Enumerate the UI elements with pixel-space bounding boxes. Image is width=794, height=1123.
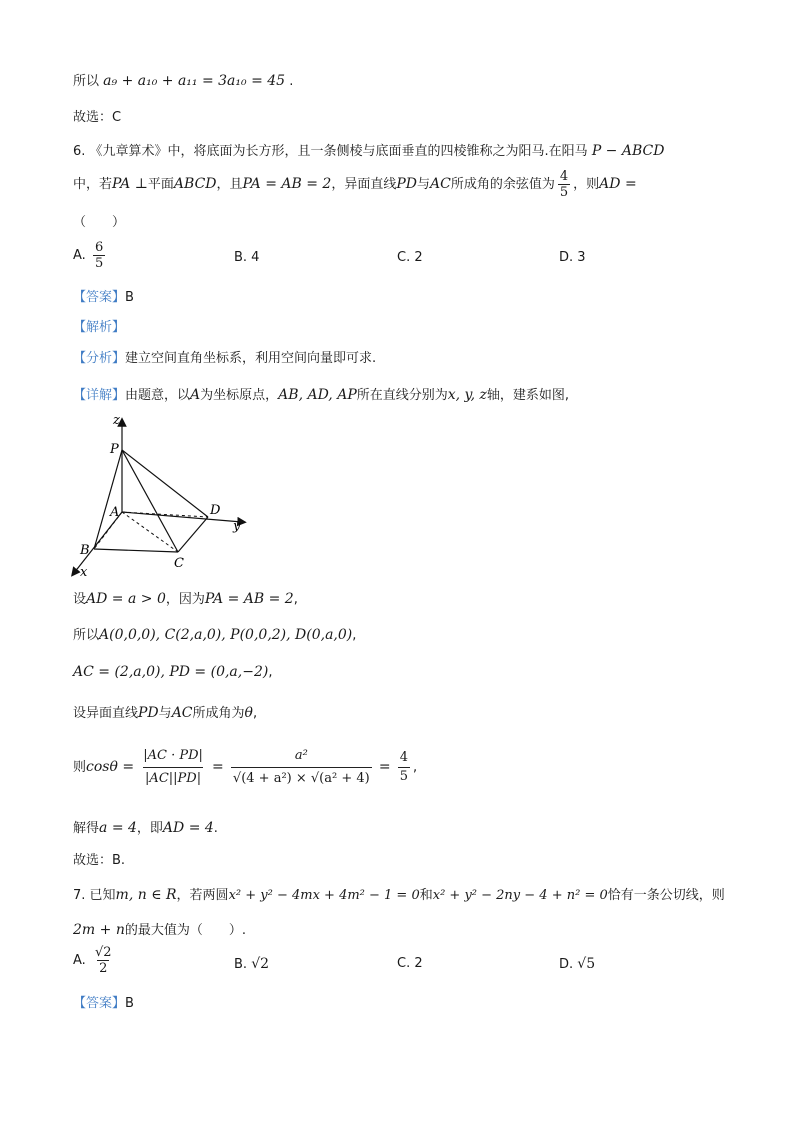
q6-bracket: （ ） <box>73 215 126 230</box>
s6-math-a: a = 4 <box>99 820 137 836</box>
answer-value: B <box>125 996 134 1011</box>
s4-math-theta: θ <box>244 705 253 721</box>
q7-line2 <box>73 919 246 938</box>
q7-line1 <box>73 884 725 903</box>
sum-line <box>73 70 293 89</box>
s6-text-c: . <box>213 821 218 836</box>
detail-text-c: 所在直线分别为 <box>356 388 448 403</box>
step5-line <box>73 738 417 797</box>
s2-text-a: 所以 <box>73 628 100 643</box>
step1-line <box>73 588 298 607</box>
detail-line <box>73 384 569 403</box>
label-b: B <box>80 543 90 558</box>
pyramid-figure <box>60 410 260 582</box>
edge-ad <box>122 512 208 517</box>
label-d: D <box>210 503 221 518</box>
q7-option-a[interactable] <box>73 945 117 976</box>
s5-text-a: 则 <box>73 760 87 775</box>
q6-math-ac: AC <box>430 176 451 192</box>
s1-math-ad: AD = a > 0 <box>86 591 166 607</box>
s5-math-cos: cosθ = <box>86 759 135 775</box>
q6-text-e: 与 <box>417 177 431 192</box>
q6-option-b[interactable]: B. 4 <box>234 250 260 265</box>
q6-cos-fraction <box>558 169 570 200</box>
label-x: x <box>80 565 88 580</box>
edge-pc <box>122 450 178 552</box>
q6-text-d: ，异面直线 <box>331 177 397 192</box>
s2-text-c: , <box>352 628 357 643</box>
q6-stem-text: 6. 《九章算术》中，将底面为长方形，且一条侧棱与底面垂直的四棱锥称之为阳马.在阳马 <box>73 144 588 159</box>
frac-denominator: 5 <box>559 185 569 200</box>
detail-math-ab-ad-ap: AB, AD, AP <box>278 387 357 403</box>
sum-prefix: 所以 <box>73 74 100 89</box>
answer-value: B <box>125 290 134 305</box>
q6-line2 <box>73 167 637 202</box>
answer-tag: 【答案】 <box>73 290 126 305</box>
frac-numerator: 6 <box>94 240 104 255</box>
s4-text-d: , <box>252 706 258 721</box>
edge-cd <box>178 517 208 552</box>
option-a-label: A. <box>73 953 86 968</box>
q7-math-2mn: 2m + n <box>73 922 125 938</box>
label-y: y <box>233 519 241 534</box>
s4-text-b: 与 <box>158 706 172 721</box>
frac-denominator: √(4 + a²) × √(a² + 4) <box>231 767 372 790</box>
frac-denominator: 5 <box>94 256 104 271</box>
option-a-label: A. <box>73 248 86 263</box>
q7-math-circle1: x² + y² − 4mx + 4m² − 1 = 0 <box>228 888 420 903</box>
q6-option-d[interactable]: D. 3 <box>559 250 586 265</box>
q7-option-d[interactable] <box>559 956 595 972</box>
q7-text-b: ，若两圆 <box>176 888 229 903</box>
q6-option-c[interactable]: C. 2 <box>397 250 423 265</box>
s1-math-pa: PA = AB = 2 <box>204 591 294 607</box>
s6-text-b: ，即 <box>136 821 163 836</box>
s5-fraction-result <box>398 749 410 786</box>
option-b-label: B. <box>234 957 248 972</box>
q7-option-b[interactable] <box>234 956 269 972</box>
detail-tag: 【详解】 <box>73 388 126 403</box>
option-b-value: √2 <box>251 956 270 972</box>
q7-text-max: 的最大值为（ ）. <box>124 923 246 938</box>
s4-text-c: 所成角为 <box>192 706 245 721</box>
q6-math-pa-ab: PA = AB = 2 <box>242 176 332 192</box>
fenxi-line <box>73 347 376 366</box>
detail-text-d: 轴，建系如图, <box>486 388 570 403</box>
s5-end: , <box>413 760 418 775</box>
option-a-fraction <box>93 240 105 271</box>
q7-option-c[interactable]: C. 2 <box>397 956 423 971</box>
frac-numerator: 4 <box>399 750 409 765</box>
frac-denominator: 5 <box>399 769 409 784</box>
fenxi-tag: 【分析】 <box>73 351 126 366</box>
detail-text-b: 为坐标原点， <box>200 388 279 403</box>
step4-line <box>73 702 257 721</box>
detail-math-xyz: x, y, z <box>447 387 487 403</box>
s6-text-a: 解得 <box>73 821 100 836</box>
s5-equals-2: = <box>378 759 391 775</box>
q7-text-c: 和 <box>419 888 433 903</box>
q6-text-g: ，则 <box>573 177 600 192</box>
frac-numerator: a² <box>294 748 308 763</box>
q7-math-circle2: x² + y² − 2ny − 4 + n² = 0 <box>432 888 608 903</box>
answer-tag: 【答案】 <box>73 996 126 1011</box>
s5-fraction-a2 <box>231 745 372 790</box>
s2-math-coords: A(0,0,0), C(2,a,0), P(0,0,2), D(0,a,0) <box>99 627 353 643</box>
s4-text-a: 设异面直线 <box>73 706 139 721</box>
s4-math-ac: AC <box>171 705 193 721</box>
option-a-fraction <box>93 945 114 976</box>
frac-numerator: 4 <box>559 169 569 184</box>
q6-pyramid-math: P − ABCD <box>591 143 665 159</box>
q7-text-d: 恰有一条公切线，则 <box>607 888 725 903</box>
frac-denominator: 2 <box>99 961 108 976</box>
edge-pd <box>122 450 208 517</box>
s3-text-c: , <box>268 665 273 680</box>
q6-answer-line <box>73 286 134 305</box>
frac-numerator: √2 <box>94 945 112 960</box>
label-a: A <box>110 505 120 520</box>
q7-math-mn: m, n ∈ R <box>115 887 177 903</box>
analysis-tag: 【解析】 <box>73 320 126 335</box>
q6-math-ad: AD = <box>599 176 637 192</box>
label-p: P <box>110 442 119 457</box>
sum-suffix: . <box>289 74 294 89</box>
s1-text-c: , <box>293 592 298 607</box>
step2-line <box>73 624 356 643</box>
frac-denominator: |AC||PD| <box>143 767 203 790</box>
step3-line <box>73 664 272 680</box>
q6-option-a[interactable] <box>73 240 108 271</box>
q6-line1 <box>73 140 664 159</box>
label-z: z <box>113 413 120 428</box>
s4-math-pd: PD <box>138 705 159 721</box>
q6-math-pa-perp: PA ⊥ <box>112 176 148 192</box>
q7-answer-line <box>73 992 134 1011</box>
s5-equals-1: = <box>212 759 224 775</box>
q7-text-a: 7. 已知 <box>73 888 116 903</box>
s1-text-a: 设 <box>73 592 87 607</box>
edge-ac <box>122 512 178 552</box>
q6-text-b: 平面 <box>147 177 174 192</box>
label-c: C <box>174 556 184 571</box>
s5-fraction-abs <box>141 745 205 790</box>
s3-math-vectors: AC = (2,a,0), PD = (0,a,−2) <box>73 664 269 680</box>
q6-text-c: ，且 <box>216 177 243 192</box>
q6-text-a: 中，若 <box>73 177 113 192</box>
step6-line <box>73 817 218 836</box>
fenxi-text: 建立空间直角坐标系，利用空间向量即可求. <box>125 351 377 366</box>
edge-bc <box>94 549 178 552</box>
frac-numerator: |AC · PD| <box>143 748 203 763</box>
edge-pb <box>94 450 122 549</box>
detail-text-a: 由题意，以 <box>125 388 191 403</box>
q6-text-f: 所成角的余弦值为 <box>450 177 555 192</box>
s1-text-b: ，因为 <box>165 592 205 607</box>
q6-math-abcd: ABCD <box>173 176 217 192</box>
q6-math-pd: PD <box>396 176 418 192</box>
option-d-label: D. <box>559 957 574 972</box>
s6-math-ad: AD = 4 <box>162 820 214 836</box>
answer-q5: 故选：C <box>73 110 122 125</box>
option-d-value: √5 <box>577 956 596 972</box>
answer-q6: 故选：B. <box>73 853 126 868</box>
sum-math: a₉ + a₁₀ + a₁₁ = 3a₁₀ = 45 <box>103 73 286 89</box>
detail-math-a: A <box>190 387 201 403</box>
